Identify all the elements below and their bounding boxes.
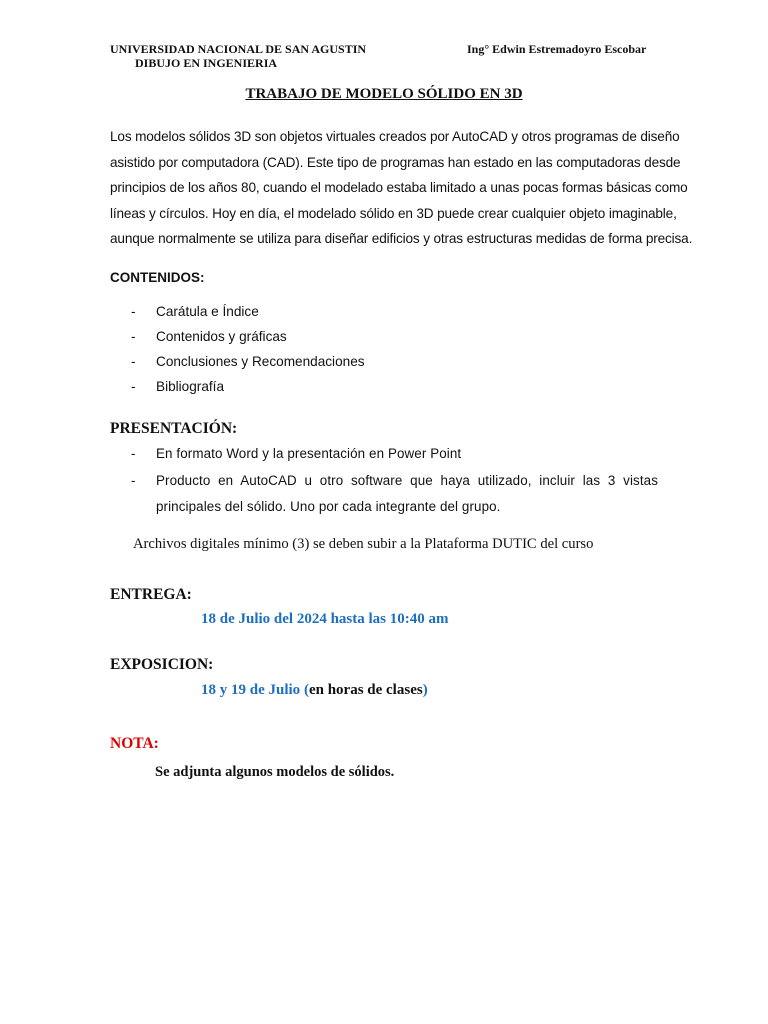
list-dash: - bbox=[131, 329, 136, 344]
intro-line: líneas y círculos. Hoy en día, el modelado sólido en 3D puede crear cualquier objeto imaginable, bbox=[110, 205, 677, 221]
list-item bbox=[0, 473, 768, 493]
presentacion-note: Archivos digitales mínimo (3) se deben subir a la Plataforma DUTIC del curso bbox=[133, 536, 594, 552]
list-dash: - bbox=[131, 304, 136, 319]
header-professor: Ing° Edwin Estremadoyro Escobar bbox=[467, 42, 647, 56]
presentacion-item: En formato Word y la presentación en Power Point bbox=[156, 446, 462, 461]
intro-line: aunque normalmente se utiliza para diseñar edificios y otras estructuras medidas de forma precisa. bbox=[110, 231, 693, 246]
contenidos-item: Carátula e Índice bbox=[156, 304, 259, 319]
intro-line: Los modelos sólidos 3D son objetos virtuales creados por AutoCAD y otros programas de diseño bbox=[110, 129, 680, 144]
exposicion-detail-line bbox=[201, 682, 428, 699]
intro-line: principios de los años 80, cuando el modelado estaba limitado a unas pocas formas básicas como bbox=[110, 180, 688, 195]
page-title bbox=[0, 86, 768, 103]
list-dash: - bbox=[131, 446, 136, 461]
list-dash: - bbox=[131, 473, 136, 488]
exposicion-date: 18 y 19 de Julio bbox=[201, 682, 301, 698]
list-item bbox=[0, 329, 768, 349]
list-item bbox=[0, 379, 768, 399]
header-university: UNIVERSIDAD NACIONAL DE SAN AGUSTIN bbox=[110, 42, 367, 56]
presentacion-item: Producto en AutoCAD u otro software que haya utilizado, incluir las 3 vistas bbox=[156, 473, 658, 488]
list-item bbox=[0, 446, 768, 466]
list-item bbox=[0, 354, 768, 374]
contenidos-heading: CONTENIDOS: bbox=[110, 270, 205, 285]
contenidos-item: Contenidos y gráficas bbox=[156, 329, 287, 344]
list-item bbox=[0, 304, 768, 324]
exposicion-paren-close: ) bbox=[422, 682, 428, 698]
exposicion-detail: en horas de clases bbox=[308, 682, 423, 698]
list-dash: - bbox=[131, 379, 136, 394]
contenidos-item: Bibliografía bbox=[156, 379, 225, 394]
exposicion-paren-open: ( bbox=[303, 682, 309, 698]
entrega-heading: ENTREGA: bbox=[110, 586, 192, 603]
nota-heading: NOTA: bbox=[110, 735, 159, 752]
intro-paragraph bbox=[110, 124, 693, 252]
presentacion-item-continuation: principales del sólido. Uno por cada integrante del grupo. bbox=[156, 499, 501, 514]
presentacion-heading: PRESENTACIÓN: bbox=[110, 420, 238, 437]
contenidos-item: Conclusiones y Recomendaciones bbox=[156, 354, 365, 369]
entrega-date: 18 de Julio del 2024 hasta las 10:40 am bbox=[201, 611, 449, 627]
page-title-text: TRABAJO DE MODELO SÓLIDO EN 3D bbox=[245, 86, 523, 102]
list-dash: - bbox=[131, 354, 136, 369]
exposicion-heading: EXPOSICION: bbox=[110, 656, 214, 673]
header-department: DIBUJO EN INGENIERIA bbox=[135, 56, 278, 70]
intro-line: asistido por computadora (CAD). Este tipo de programas han estado en las computadoras desde bbox=[110, 154, 681, 170]
nota-text: Se adjunta algunos modelos de sólidos. bbox=[155, 764, 395, 780]
